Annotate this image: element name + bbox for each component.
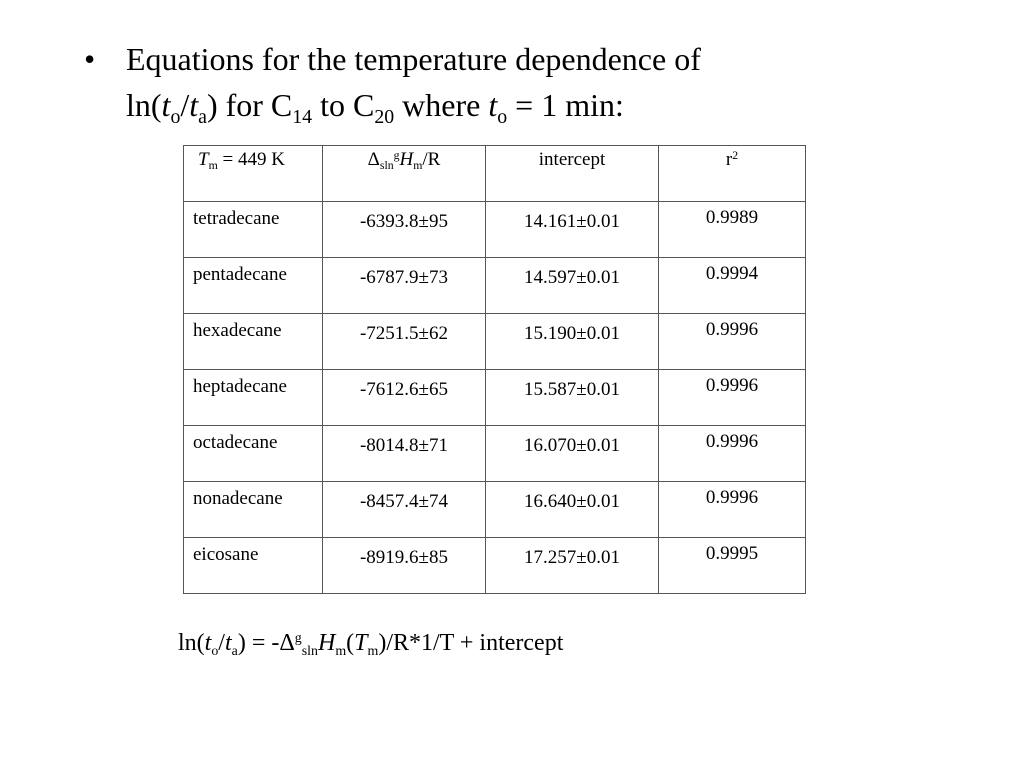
table-row	[184, 370, 806, 426]
table-row	[184, 314, 806, 370]
subscript: m	[413, 159, 423, 173]
r2-value: 0.9989	[705, 207, 759, 228]
enthalpy-value: -8457.4±74	[359, 491, 448, 512]
cell-compound	[184, 202, 323, 258]
compound-name: tetradecane	[193, 208, 280, 229]
header-r2	[659, 146, 806, 202]
subscript: o	[211, 643, 219, 659]
text-part: ) = -Δ	[237, 630, 295, 656]
subscript: o	[497, 105, 508, 128]
cell-r2	[659, 314, 806, 370]
enthalpy-value: -8014.8±71	[359, 435, 448, 456]
bullet-icon: •	[84, 41, 96, 77]
bullet-point	[84, 36, 984, 128]
text-part: t	[204, 630, 212, 656]
cell-r2	[659, 538, 806, 594]
enthalpy-value: -6393.8±95	[359, 211, 448, 232]
cell-enthalpy	[323, 370, 486, 426]
text-part: H	[317, 630, 336, 656]
cell-intercept	[486, 202, 659, 258]
text-part: t	[189, 87, 199, 123]
cell-compound	[184, 314, 323, 370]
subscript: sln	[379, 159, 394, 173]
text-part: to C	[312, 87, 375, 123]
table-row	[184, 426, 806, 482]
enthalpy-value: -8919.6±85	[359, 547, 448, 568]
intercept-value: 15.587±0.01	[524, 379, 620, 400]
superscript: g	[294, 631, 302, 647]
text-part: /R	[422, 149, 441, 170]
compound-name: hexadecane	[193, 320, 282, 341]
data-table	[183, 145, 806, 594]
cell-r2	[659, 426, 806, 482]
text-part: (	[346, 630, 355, 656]
intercept-value: 16.640±0.01	[524, 491, 620, 512]
cell-intercept	[486, 482, 659, 538]
subscript: 20	[374, 105, 395, 128]
cell-compound	[184, 538, 323, 594]
text-part: H	[399, 149, 414, 170]
intercept-value: 15.190±0.01	[524, 323, 620, 344]
table-row	[184, 258, 806, 314]
r2-value: 0.9996	[705, 375, 759, 396]
intercept-value: 14.161±0.01	[524, 211, 620, 232]
header-enthalpy	[323, 146, 486, 202]
enthalpy-value: -7612.6±65	[359, 379, 448, 400]
text-part: /	[180, 87, 190, 123]
subscript: a	[231, 643, 238, 659]
cell-enthalpy	[323, 426, 486, 482]
compound-name: eicosane	[193, 544, 259, 565]
cell-enthalpy	[323, 482, 486, 538]
text-part: where	[394, 87, 489, 123]
subscript: sln	[301, 643, 318, 659]
table-header-row	[184, 146, 806, 202]
table-row	[184, 202, 806, 258]
text-part: T	[354, 630, 368, 656]
compound-name: pentadecane	[193, 264, 287, 285]
compound-name: nonadecane	[193, 488, 283, 509]
subscript: 14	[292, 105, 313, 128]
subscript: o	[170, 105, 181, 128]
cell-enthalpy	[323, 202, 486, 258]
text-part: Δ	[367, 149, 380, 170]
text-part: ln(	[178, 630, 205, 656]
bullet-line-1: Equations for the temperature dependence of	[126, 41, 701, 77]
text-part: )/R*1/T + intercept	[378, 630, 564, 656]
enthalpy-value: -6787.9±73	[359, 267, 448, 288]
header-tm	[184, 146, 323, 202]
cell-intercept	[486, 314, 659, 370]
text-part: /	[218, 630, 225, 656]
cell-compound	[184, 482, 323, 538]
subscript: m	[335, 643, 347, 659]
enthalpy-value: -7251.5±62	[359, 323, 448, 344]
bullet-text	[126, 36, 984, 128]
cell-r2	[659, 370, 806, 426]
cell-intercept	[486, 370, 659, 426]
table-row	[184, 538, 806, 594]
compound-name: octadecane	[193, 432, 278, 453]
cell-r2	[659, 482, 806, 538]
header-intercept	[486, 146, 659, 202]
r2-value: 0.9995	[705, 543, 759, 564]
superscript: 2	[732, 148, 739, 162]
text-part: t	[488, 87, 498, 123]
text-part: t	[224, 630, 232, 656]
cell-compound	[184, 426, 323, 482]
r2-value: 0.9996	[705, 431, 759, 452]
subscript: m	[208, 159, 218, 173]
bullet-line-2	[126, 82, 984, 128]
r2-value: 0.9996	[705, 319, 759, 340]
compound-name: heptadecane	[193, 376, 287, 397]
cell-enthalpy	[323, 314, 486, 370]
cell-intercept	[486, 538, 659, 594]
cell-r2	[659, 258, 806, 314]
cell-compound	[184, 370, 323, 426]
cell-compound	[184, 258, 323, 314]
intercept-value: 14.597±0.01	[524, 267, 620, 288]
r2-value: 0.9996	[705, 487, 759, 508]
regression-formula	[178, 630, 563, 657]
header-intercept-label: intercept	[538, 149, 606, 170]
text-part: ) for C	[206, 87, 293, 123]
r2-value: 0.9994	[705, 263, 759, 284]
text-part: ln(	[126, 87, 162, 123]
text-part: r	[725, 149, 733, 170]
text-part: T	[198, 149, 209, 170]
cell-intercept	[486, 258, 659, 314]
subscript: a	[198, 105, 207, 128]
intercept-value: 16.070±0.01	[524, 435, 620, 456]
cell-intercept	[486, 426, 659, 482]
superscript: g	[393, 148, 400, 162]
cell-enthalpy	[323, 258, 486, 314]
intercept-value: 17.257±0.01	[524, 547, 620, 568]
cell-enthalpy	[323, 538, 486, 594]
subscript: m	[367, 643, 379, 659]
text-part: t	[161, 87, 171, 123]
cell-r2	[659, 202, 806, 258]
table-row	[184, 482, 806, 538]
text-part: = 449 K	[217, 149, 285, 170]
text-part: = 1 min:	[507, 87, 624, 123]
